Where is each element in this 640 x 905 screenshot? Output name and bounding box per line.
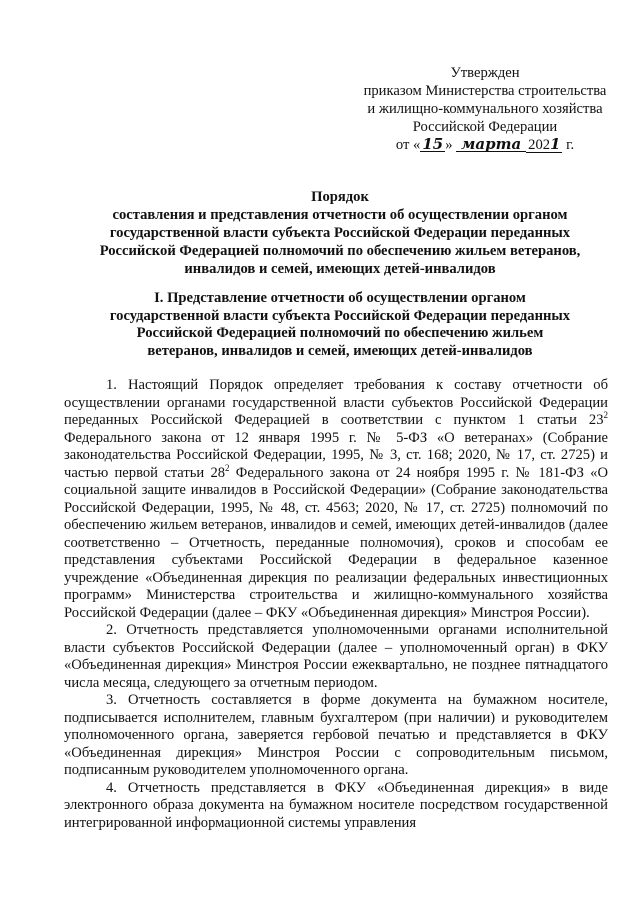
paragraph-1-part-c: Федерального закона от 24 ноября 1995 г. № 181-ФЗ «О социальной защите инвалидов в Российской Федерации» (Собрание законодательства Российской Федерации, 1995, № 48, ст. 4563; 2020, № 17, ст. 2725) полномочий по обеспечению жильем ветеранов, инвалидов и семей, имеющих детей-инвалидов (далее соответственно – Отчетность, переданные полномочия), сроков и способам ее представления субъектами Российской Федерации в федеральное казенное учреждение «Объединенная дирекция по реализации федеральных инвестиционных программ» Министерства строительства и жилищно-коммунального хозяйства Российской Федерации (далее – ФКУ «Объединенная дирекция» Минстроя России).	[64, 464, 608, 621]
section-line-1: I. Представление отчетности об осуществлении органом	[154, 290, 526, 306]
title-line-2: составления и представления отчетности об осуществлении органом	[112, 207, 568, 223]
superscript-1: 2	[603, 410, 608, 421]
section-heading	[60, 290, 620, 360]
document-body	[64, 377, 608, 832]
date-month-handwritten: марта	[456, 137, 526, 152]
title-line-1: Порядок	[311, 189, 369, 205]
paragraph-2: 2. Отчетность представляется уполномоченными органами исполнительной власти субъектов Российской Федерации (далее – уполномоченный орган) в ФКУ «Объединенная дирекция» Минстроя России ежеквартально, не позднее пятнадцатого числа месяца, следующего за отчетным периодом.	[64, 622, 608, 691]
date-suffix: г.	[562, 137, 575, 153]
date-year-prefix: 202	[528, 137, 551, 153]
section-line-4: ветеранов, инвалидов и семей, имеющих детей-инвалидов	[147, 342, 533, 359]
title-line-3: государственной власти субъекта Российской Федерации переданных	[109, 225, 571, 241]
paragraph-3: 3. Отчетность составляется в форме документа на бумажном носителе, подписывается исполнителем, главным бухгалтером (при наличии) и руководителем уполномоченного органа, заверяется гербовой печатью и представляется в ФКУ «Объединенная дирекция» Минстроя России с сопроводительным письмом, подписанным руководителем уполномоченного органа.	[64, 692, 608, 778]
paragraph-4: 4. Отчетность представляется в ФКУ «Объединенная дирекция» в виде электронного образа документа на бумажном носителе посредством государственной интегрированной информационной системы управления	[64, 779, 608, 831]
approval-block	[340, 64, 630, 154]
approval-line-1: Утвержден	[450, 65, 520, 81]
date-mid: »	[445, 137, 453, 153]
title-line-4: Российской Федерацией полномочий по обеспечению жильем ветеранов,	[99, 243, 581, 259]
approval-date	[340, 136, 630, 154]
date-day-handwritten: 15	[422, 135, 444, 153]
date-year	[526, 137, 562, 153]
approval-line-2: приказом Министерства строительства	[363, 83, 607, 99]
title-line-5: инвалидов и семей, имеющих детей-инвалидов	[184, 261, 496, 277]
paragraph-1	[64, 377, 608, 622]
superscript-2: 2	[225, 462, 230, 473]
date-prefix: от «	[395, 137, 421, 153]
section-line-2: государственной власти субъекта Российской Федерации переданных	[109, 307, 571, 324]
paragraph-1-part-a: 1. Настоящий Порядок определяет требования к составу отчетности об осуществлении органами государственной власти субъектов Российской Федерации переданных Российской Федерацией в соответствии с пунктом 1 статьи 23	[64, 377, 608, 428]
date-year-handwritten: 1	[550, 135, 561, 153]
section-line-3: Российской Федерацией полномочий по обеспечению жильем	[136, 325, 544, 341]
paragraph-1-part-b: Федерального закона от 12 января 1995 г. № 5-ФЗ «О ветеранах» (Собрание законодательства Российской Федерации, 1995, № 3, ст. 168; 2020, № 17, ст. 2725) и частью первой статьи 28	[64, 429, 608, 481]
approval-line-4: Российской Федерации	[412, 119, 558, 135]
document-title	[60, 188, 620, 278]
approval-line-3: и жилищно-коммунального хозяйства	[367, 101, 603, 117]
